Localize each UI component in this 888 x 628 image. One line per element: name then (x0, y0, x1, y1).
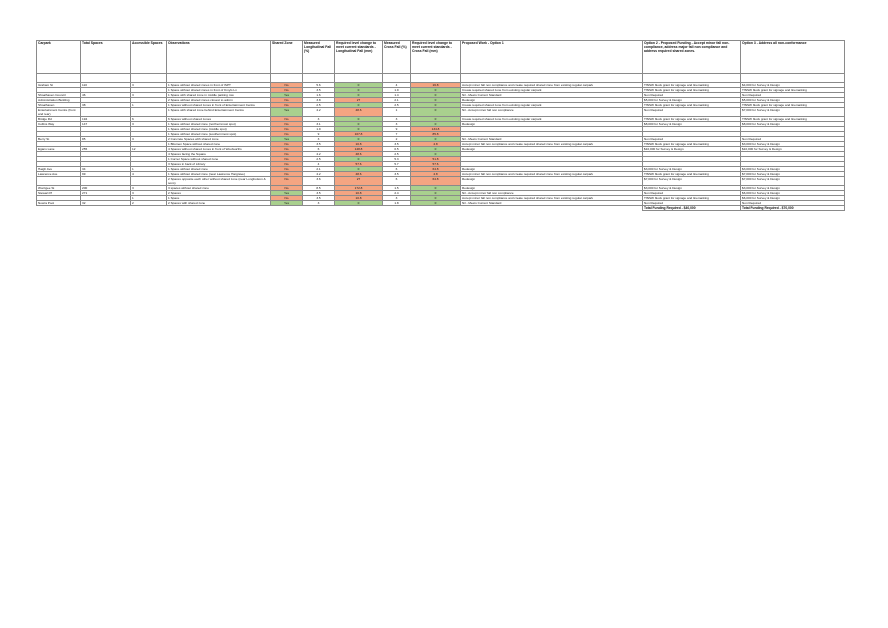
option2-cell: $3,000 for Survey & Design (643, 186, 741, 191)
req-long-cell: 0 (335, 167, 383, 172)
req-cross-cell: 0 (411, 98, 461, 103)
carpark-cell: Shoalhaven Council (37, 93, 81, 98)
req-long-cell: 0 (335, 137, 383, 142)
req-long-cell: 0 (335, 117, 383, 122)
observation-cell: 2 Spaces (167, 191, 271, 196)
cross-fall-cell: 3.5 (383, 172, 411, 177)
cross-fall-cell: 2 (383, 137, 411, 142)
long-fall-cell: 2.1 (303, 167, 335, 172)
carpark-cell: Shoalhaven (37, 103, 81, 108)
long-fall-cell: 2.5 (303, 103, 335, 108)
cross-fall-cell: 2.1 (383, 98, 411, 103)
long-fall-cell: 1.9 (303, 127, 335, 132)
option3-cell: Non Required (741, 201, 845, 206)
total-spaces-cell: 271 (81, 191, 131, 196)
req-cross-cell: 0 (411, 88, 461, 93)
carpark-cell (37, 177, 81, 186)
req-cross-cell: 0 (411, 117, 461, 122)
shared-zone-cell: No (271, 127, 303, 132)
option3-cell: $7,000 for Survey & Design (741, 108, 845, 117)
table-row (37, 177, 845, 186)
option3-cell: $6,000 for Survey & Design (741, 191, 845, 196)
observation-cell: 1 Space without shared zone (middle spot) (167, 127, 271, 132)
req-long-cell: 0 (335, 122, 383, 127)
cross-fall-cell: 0.5 (383, 147, 411, 152)
cross-fall-cell: 1.5 (383, 186, 411, 191)
option1-cell: Nil - Meets Current Standard (461, 137, 643, 142)
observation-cell: 2 Spaces opposite each other without shared zone (near Longbottom & sons) (167, 177, 271, 186)
col-option2: Option 2 - Proposed Funding - Accept minor fall non-compliance, address major fall non compliance and address required shared zones. (643, 41, 741, 74)
observation-cell: 4 Spaces facing the Square (167, 152, 271, 157)
option3-total: Total Funding Required - $70,000 (741, 206, 845, 211)
req-long-cell: 27 (335, 177, 383, 186)
long-fall-cell: 3.5 (303, 191, 335, 196)
option2-cell: Non Required (643, 108, 741, 117)
col-accessible-spaces: Accessible Spaces (131, 41, 167, 74)
long-fall-cell: 3 (303, 137, 335, 142)
req-cross-cell: 4.8 (411, 142, 461, 147)
carpark-cell: Nowra Pool (37, 201, 81, 206)
accessible-cell: 3 (131, 191, 167, 196)
carpark-cell: Egans Lane (37, 147, 81, 152)
option3-cell: $8,000 for Survey & Design (741, 122, 845, 127)
option2-cell: Non Required (643, 93, 741, 98)
observation-cell: 1 Bitumen Space without shared zone (167, 142, 271, 147)
option3-cell: $5,000 for Survey & Design (741, 98, 845, 103)
option3-cell: TfNSW block grant for signage and linemarking (741, 88, 845, 93)
req-cross-cell: 0 (411, 137, 461, 142)
observation-cell: 1 Space without shared zone (southernmost spot) (167, 132, 271, 137)
shared-zone-cell: No (271, 132, 303, 137)
shared-zone-cell: No (271, 147, 303, 152)
option1-cell: Create required shared zone from existing regular carpark (461, 88, 643, 93)
long-fall-cell: 3 (303, 201, 335, 206)
long-fall-cell: 3 (303, 117, 335, 122)
observation-cell: 1 Space with shared zone in middle parking row (167, 93, 271, 98)
carpark-cell: Stewart Pl (37, 191, 81, 196)
req-cross-cell: 16.8 (411, 83, 461, 88)
carpark-cell: Bridge Rd (37, 117, 81, 122)
option2-cell: Non Required (643, 137, 741, 142)
spreadsheet (36, 40, 845, 211)
shared-zone-cell: No (271, 196, 303, 201)
long-fall-cell: 3.5 (303, 142, 335, 147)
req-cross-cell: 0 (411, 103, 461, 108)
observation-cell: 1 Space without shared zones in front of ISPT (167, 83, 271, 88)
req-cross-cell: 0 (411, 196, 461, 201)
option1-cell: Redesign (461, 122, 643, 127)
option1-cell: Redesign (461, 177, 643, 186)
long-fall-cell: 8.5 (303, 186, 335, 191)
req-cross-cell: 64.8 (411, 167, 461, 172)
cross-fall-cell: 2.4 (383, 191, 411, 196)
observation-cell: 2 Space without shared zones closest to admin (167, 98, 271, 103)
total-spaces-cell: 38 (81, 103, 131, 108)
option3-cell: $10,000 for Survey & Design (741, 147, 845, 152)
long-fall-cell: 3.5 (303, 196, 335, 201)
accessible-cell: 12 (131, 147, 167, 152)
option2-cell: $10,000 for Survey & Design (643, 147, 741, 152)
shared-zone-cell: No (271, 142, 303, 147)
shared-zone-cell: Yes (271, 201, 303, 206)
req-long-cell: 0 (335, 83, 383, 88)
accessible-cell: 3 (131, 122, 167, 127)
req-cross-cell: 0 (411, 191, 461, 196)
long-fall-cell: 9 (303, 132, 335, 137)
accessible-cell: 3 (131, 137, 167, 142)
cross-fall-cell: 6 (383, 177, 411, 186)
col-req-long: Required level change to meet current standards - Longitudinal Fall (mm) (335, 41, 383, 74)
shared-zone-cell: No (271, 103, 303, 108)
req-long-cell: 0 (335, 88, 383, 93)
req-long-cell: 0 (335, 103, 383, 108)
observation-cell: 1 Space without shared zone (near Lawrence Hargrave) (167, 172, 271, 177)
option1-cell: Create required shared zone from existing regular carpark (461, 103, 643, 108)
cross-fall-cell: 5.7 (383, 162, 411, 167)
observation-cell: 6 Spaces without shared zones (167, 117, 271, 122)
cross-fall-cell: 3 (383, 117, 411, 122)
req-cross-cell: 0 (411, 152, 461, 157)
req-cross-cell: 51.8 (411, 157, 461, 162)
req-long-cell: 48.6 (335, 152, 383, 157)
req-long-cell: 172.8 (335, 186, 383, 191)
carpark-table (36, 40, 845, 211)
req-long-cell: 10.8 (335, 142, 383, 147)
option1-cell: Nil - Accept minor fall non compliance (461, 191, 643, 196)
accessible-cell: 4 (131, 172, 167, 177)
shared-zone-cell: Yes (271, 191, 303, 196)
option3-cell: $3,000 for Survey & Design (741, 167, 845, 172)
accessible-cell (131, 108, 167, 117)
observation-cell: 3 Spaces in back of Library (167, 162, 271, 167)
total-spaces-cell: 110 (81, 83, 131, 88)
shared-zone-cell: No (271, 122, 303, 127)
option3-cell: Non Required (741, 137, 845, 142)
observation-cell: 1 Space without shared zones in front of Kmyls Ln (167, 88, 271, 93)
cross-fall-cell: 2.5 (383, 103, 411, 108)
observation-cell: 1 Space without shared zone (northernmost spot) (167, 122, 271, 127)
option1-cell: Redesign (461, 167, 643, 172)
long-fall-cell: 3.1 (303, 122, 335, 127)
total-spaces-cell: 200 (81, 186, 131, 191)
req-long-cell: 0 (335, 201, 383, 206)
cross-fall-cell: 1.8 (383, 201, 411, 206)
option2-cell: TfNSW block grant for signage and linemarking (643, 142, 741, 147)
shared-zone-cell: No (271, 162, 303, 167)
long-fall-cell: 2.5 (303, 157, 335, 162)
total-spaces-cell: 99 (81, 172, 131, 177)
req-cross-cell: 85.8 (411, 132, 461, 137)
col-req-cross: Required level change to meet current standards - Cross Fall (mm) (411, 41, 461, 74)
long-fall-cell: 1.6 (303, 93, 335, 98)
req-long-cell: 0 (335, 127, 383, 132)
option1-cell: Accept minor fall non compliance and create required shared zone from existing regular carpark (461, 172, 643, 177)
req-long-cell: 10.8 (335, 196, 383, 201)
option1-cell: Create required shared zone from existing regular carpark (461, 117, 643, 122)
shared-zone-cell: No (271, 167, 303, 172)
total-spaces-cell: 85 (81, 137, 131, 142)
long-fall-cell: 3.5 (303, 88, 335, 93)
accessible-cell: 2 (131, 201, 167, 206)
option3-cell: $6,000 for Survey & Design (741, 196, 845, 201)
header-row (37, 41, 845, 74)
spacer-row (37, 74, 845, 83)
cross-fall-cell: 1.9 (383, 88, 411, 93)
col-option3: Option 3 - Address all non-conformance (741, 41, 845, 74)
carpark-cell: Graham St (37, 83, 81, 88)
shared-zone-cell: No (271, 98, 303, 103)
accessible-cell: 3 (131, 186, 167, 191)
shared-zone-cell: Yes (271, 93, 303, 98)
accessible-cell: 1 (131, 196, 167, 201)
long-fall-cell: 6 (303, 147, 335, 152)
table-row (37, 108, 845, 117)
accessible-cell (131, 177, 167, 186)
option1-cell: Nil - Meets Current Standard (461, 93, 643, 98)
observation-cell: 4 Spaces without shared zones in front of Woolworths (167, 147, 271, 152)
total-spaces-cell: 194 (81, 117, 131, 122)
cross-fall-cell: 1.4 (383, 93, 411, 98)
shared-zone-cell: No (271, 88, 303, 93)
option1-cell: Accept minor fall non compliance and create required shared zone from existing regular carpark (461, 83, 643, 88)
accessible-cell: 1 (131, 103, 167, 108)
option1-cell: Accept minor fall non compliance and create required shared zone from existing regular carpark (461, 142, 643, 147)
shared-zone-cell: Yes (271, 108, 303, 117)
shared-zone-cell: No (271, 157, 303, 162)
accessible-cell: 3 (131, 83, 167, 88)
total-spaces-cell (81, 177, 131, 186)
req-long-cell: 0 (335, 157, 383, 162)
option3-cell: Non Required (741, 93, 845, 98)
option2-cell: TfNSW block grant for signage and linemarking (643, 196, 741, 201)
accessible-cell: 3 (131, 93, 167, 98)
option1-cell: Nil - Meets Current Standard (461, 201, 643, 206)
req-long-cell: 0 (335, 93, 383, 98)
option1-cell: Redesign (461, 186, 643, 191)
req-long-cell: 57.6 (335, 162, 383, 167)
shared-zone-cell: Yes (271, 137, 303, 142)
long-fall-cell: 4 (303, 162, 335, 167)
req-cross-cell: 0 (411, 93, 461, 98)
col-cross-fall: Measured Cross Fall (%) (383, 41, 411, 74)
option2-cell: TfNSW block grant for signage and linemarking (643, 172, 741, 177)
cross-fall-cell: 2.5 (383, 152, 411, 157)
observation-cell: 1 Corner Space without shared zone (167, 157, 271, 162)
req-cross-cell: 64.8 (411, 177, 461, 186)
req-long-cell: 48.6 (335, 108, 383, 117)
cross-fall-cell: 9 (383, 127, 411, 132)
option3-cell: $4,000 for Survey & Design (741, 83, 845, 88)
observation-cell: 1 Spaces without shared zones in front of Entertainment Centre (167, 103, 271, 108)
req-cross-cell: 0 (411, 201, 461, 206)
accessible-cell: 1 (131, 167, 167, 172)
observation-cell: 1 Space (167, 196, 271, 201)
totals-row (37, 206, 845, 211)
req-cross-cell: 0 (411, 108, 461, 117)
shared-zone-cell: No (271, 172, 303, 177)
option1-cell: Accept minor fall non compliance and create required shared zone from existing regular carpark (461, 196, 643, 201)
carpark-cell: Haigh Ave (37, 167, 81, 172)
option1-cell: Redesign (461, 98, 643, 103)
total-spaces-cell (81, 108, 131, 117)
total-spaces-cell: 32 (81, 201, 131, 206)
req-long-cell: 107.8 (335, 132, 383, 137)
req-cross-cell: 4.8 (411, 172, 461, 177)
long-fall-cell: 5.6 (303, 83, 335, 88)
option2-cell: Non Required (643, 191, 741, 196)
req-cross-cell: 0 (411, 122, 461, 127)
option2-cell: $5,000 for Survey & Design (643, 98, 741, 103)
long-fall-cell: 4.2 (303, 152, 335, 157)
long-fall-cell: 4.2 (303, 172, 335, 177)
carpark-cell: Lawrence Ave (37, 172, 81, 177)
option3-cell: $7,000 for Survey & Design (741, 177, 845, 186)
option2-cell: TfNSW block grant for signage and linemarking (643, 88, 741, 93)
long-fall-cell: 3.8 (303, 98, 335, 103)
observation-cell: 2 Spaces with shared zone (167, 201, 271, 206)
cross-fall-cell: 7 (383, 132, 411, 137)
option1-cell: Nil - Accept minor fall non compliance (461, 108, 643, 117)
req-cross-cell: 134.8 (411, 127, 461, 132)
option2-cell: $7,000 for Survey & Design (643, 177, 741, 186)
long-fall-cell: 3.6 (303, 177, 335, 186)
cross-fall-cell: 1 (383, 108, 411, 117)
shared-zone-cell: No (271, 117, 303, 122)
cross-fall-cell: 3 (383, 196, 411, 201)
shared-zone-cell: No (271, 83, 303, 88)
option2-total: Total Funding Required - $40,000 (643, 206, 741, 211)
col-total-spaces: Total Spaces (81, 41, 131, 74)
col-observations: Observations (167, 41, 271, 74)
option2-cell: TfNSW block grant for signage and linemarking (643, 103, 741, 108)
req-cross-cell: 0 (411, 186, 461, 191)
total-spaces-cell: 46 (81, 93, 131, 98)
req-long-cell: 148.8 (335, 147, 383, 152)
long-fall-cell: 4.2 (303, 108, 335, 117)
accessible-cell: 6 (131, 117, 167, 122)
carpark-cell: Administration Building (37, 98, 81, 103)
option1-cell: Redesign (461, 147, 643, 152)
req-long-cell: 10.8 (335, 191, 383, 196)
req-long-cell: 27 (335, 98, 383, 103)
total-spaces-cell: 34 (81, 167, 131, 172)
option3-cell: $3,000 for Survey & Design (741, 186, 845, 191)
option3-cell: $3,000 for Survey & Design (741, 142, 845, 147)
option3-cell: TfNSW block grant for signage and linemarking (741, 103, 845, 108)
option2-cell: TfNSW block grant for signage and linemarking (643, 117, 741, 122)
cross-fall-cell: 3.5 (383, 142, 411, 147)
table-body (37, 83, 845, 211)
shared-zone-cell: No (271, 152, 303, 157)
option2-cell: $3,000 for Survey & Design (643, 167, 741, 172)
col-shared-zone: Shared Zone (271, 41, 303, 74)
option2-cell: $8,000 for Survey & Design (643, 122, 741, 127)
req-cross-cell: 0 (411, 147, 461, 152)
col-option1: Proposed Work - Option 1 (461, 41, 643, 74)
observation-cell: 1 Space without shared zone (167, 167, 271, 172)
option2-cell: Non Required (643, 201, 741, 206)
observation-cell: 3 spaces without shared zone (167, 186, 271, 191)
cross-fall-cell: 4 (383, 83, 411, 88)
carpark-cell: Berry St (37, 137, 81, 142)
option2-cell: TfNSW block grant for signage and linemarking (643, 83, 741, 88)
cross-fall-cell: 5.3 (383, 157, 411, 162)
observation-cell: 1 Space with shared zone behind Entertainment Centre (167, 108, 271, 117)
carpark-cell: Entertainment Centre (front and rear) (37, 108, 81, 117)
cross-fall-cell: 3 (383, 122, 411, 127)
observation-cell: 2 Concrete Spaces with shared zone (167, 137, 271, 142)
shared-zone-cell: No (271, 177, 303, 186)
option3-cell: TfNSW block grant for signage and linemarking (741, 117, 845, 122)
req-cross-cell: 57.6 (411, 162, 461, 167)
cross-fall-cell: 6 (383, 167, 411, 172)
req-long-cell: 48.6 (335, 172, 383, 177)
option3-cell: $7,000 for Survey & Design (741, 172, 845, 177)
carpark-cell: Collins Way (37, 122, 81, 127)
total-spaces-cell: 255 (81, 147, 131, 152)
carpark-cell: Worrigee St (37, 186, 81, 191)
col-carpark: Carpark (37, 41, 81, 74)
shared-zone-cell: No (271, 186, 303, 191)
total-spaces-cell: 147 (81, 122, 131, 127)
col-long-fall: Measured Longitudinal Fall (%) (303, 41, 335, 74)
